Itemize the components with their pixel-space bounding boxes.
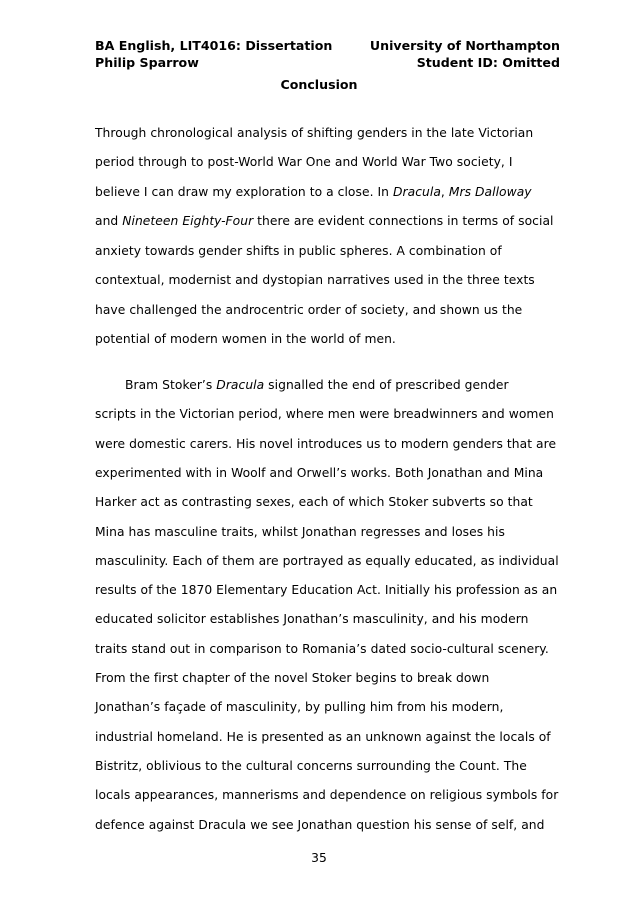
text-run: potential of modern women in the world of men. xyxy=(95,332,396,346)
header-course: BA English, LIT4016: Dissertation xyxy=(95,38,333,53)
text-line xyxy=(95,331,396,348)
text-run: defence against Dracula we see Jonathan question his sense of self, and xyxy=(95,817,545,832)
header-student-id: Student ID: Omitted xyxy=(416,55,560,70)
text-run: , xyxy=(440,184,449,199)
text-line xyxy=(95,611,528,628)
section-title: Conclusion xyxy=(280,77,358,92)
text-run: signalled the end of prescribed gender xyxy=(264,378,509,392)
text-run: educated solicitor establishes Jonathan’s masculinity, and his modern xyxy=(95,612,529,627)
text-run: anxiety towards gender shifts in public spheres. A combination of xyxy=(95,243,502,258)
text-line xyxy=(95,302,522,319)
text-line xyxy=(95,699,503,716)
italic-title-text: Nineteen Eighty-Four xyxy=(122,214,254,229)
text-line xyxy=(95,272,535,289)
text-run: results of the 1870 Elementary Education Act. Initially his profession as an xyxy=(95,583,558,598)
text-line xyxy=(95,465,543,482)
text-line xyxy=(95,494,533,511)
header-right xyxy=(370,37,560,71)
text-line xyxy=(95,406,554,423)
text-run: Mina has masculine traits, whilst Jonathan regresses and loses his xyxy=(95,524,505,539)
text-line xyxy=(95,524,505,541)
text-line xyxy=(95,436,556,453)
text-line xyxy=(125,377,509,394)
italic-title-text: Dracula xyxy=(392,184,441,199)
italic-title-text: Dracula xyxy=(216,378,265,392)
text-line xyxy=(95,582,557,599)
header-university: University of Northampton xyxy=(369,38,560,53)
text-run: Bistritz, oblivious to the cultural concerns surrounding the Count. The xyxy=(95,758,527,773)
text-line xyxy=(95,213,554,230)
text-line xyxy=(95,670,489,687)
text-run: and xyxy=(95,214,123,229)
text-line xyxy=(95,553,559,570)
text-run: masculinity. Each of them are portrayed as equally educated, as individual xyxy=(95,553,559,568)
text-run: there are evident connections in terms of social xyxy=(253,214,554,229)
text-run: period through to post-World War One and World War Two society, I xyxy=(95,155,513,170)
text-run: Jonathan’s façade of masculinity, by pulling him from his modern, xyxy=(95,700,504,715)
text-line xyxy=(95,154,513,171)
text-run: From the first chapter of the novel Stoker begins to break down xyxy=(95,671,490,685)
text-run: scripts in the Victorian period, where men were breadwinners and women xyxy=(95,407,554,422)
header-author: Philip Sparrow xyxy=(95,55,199,70)
page-number: 35 xyxy=(311,851,327,865)
text-line xyxy=(95,184,532,201)
text-run: industrial homeland. He is presented as an unknown against the locals of xyxy=(95,729,551,744)
text-run: have challenged the androcentric order of society, and shown us the xyxy=(95,302,523,317)
text-line xyxy=(95,125,533,142)
header-left xyxy=(95,37,332,71)
text-run: traits stand out in comparison to Romania’s dated socio-cultural scenery. xyxy=(95,641,549,656)
text-line xyxy=(95,243,502,260)
text-line xyxy=(95,817,545,834)
text-run: Through chronological analysis of shifting genders in the late Victorian xyxy=(95,126,534,140)
text-run: Bram Stoker’s xyxy=(125,378,217,392)
text-run: Harker act as contrasting sexes, each of which Stoker subverts so that xyxy=(95,495,533,510)
text-run: locals appearances, mannerisms and dependence on religious symbols for xyxy=(95,788,559,803)
text-run: believe I can draw my exploration to a close. In xyxy=(95,184,393,199)
text-run: experimented with in Woolf and Orwell’s works. Both Jonathan and Mina xyxy=(95,465,544,480)
text-run: contextual, modernist and dystopian narratives used in the three texts xyxy=(95,273,535,288)
text-line xyxy=(95,729,551,746)
text-line xyxy=(95,758,527,775)
italic-title-text: Mrs Dalloway xyxy=(448,184,532,199)
text-run: were domestic carers. His novel introduces us to modern genders that are xyxy=(95,436,557,451)
text-line xyxy=(95,787,558,804)
text-line xyxy=(95,641,549,658)
